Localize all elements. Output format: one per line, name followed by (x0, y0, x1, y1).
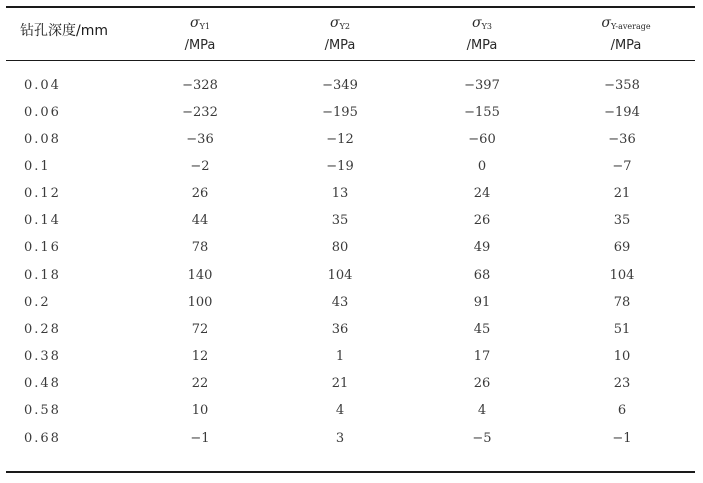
sigma-y3-cell: 49 (473, 240, 491, 255)
sigma-y3-cell: 68 (473, 268, 491, 283)
depth-cell: 0.18 (24, 268, 61, 283)
sigma-y-average-cell: −194 (604, 105, 640, 120)
header-sigma-y2-symbol: σ (330, 15, 340, 31)
sigma-y-average-cell: 6 (617, 403, 627, 418)
sigma-y1-cell: 140 (187, 268, 213, 283)
sigma-y1-cell: 26 (191, 186, 209, 201)
table-row (6, 343, 695, 370)
depth-cell: 0.14 (24, 213, 61, 228)
header-sigma-y1-symbol: σ (190, 15, 200, 31)
sigma-y-average-cell: 51 (613, 322, 631, 337)
sigma-y3-cell: 45 (473, 322, 491, 337)
sigma-y1-cell: −1 (190, 431, 210, 446)
header-sigma-y-average-symbol: σ (601, 15, 611, 31)
table-row (6, 153, 695, 180)
sigma-y2-cell: 3 (335, 431, 345, 446)
sigma-y-average-cell: 69 (613, 240, 631, 255)
sigma-y3-cell: −397 (464, 78, 500, 93)
sigma-y2-cell: −195 (322, 105, 358, 120)
sigma-y1-cell: 12 (191, 349, 209, 364)
sigma-y1-cell: −36 (186, 132, 214, 147)
table-bottom-rule (6, 471, 695, 473)
header-depth: 钻孔深度/mm (20, 23, 108, 39)
table-row (6, 262, 695, 289)
header-sigma-y2-subscript: Y2 (339, 22, 350, 31)
table-row (6, 397, 695, 424)
header-sigma-y-average-subscript: Y-average (610, 22, 651, 31)
sigma-y2-cell: −349 (322, 78, 358, 93)
sigma-y3-cell: 0 (477, 159, 487, 174)
sigma-y2-cell: 4 (335, 403, 345, 418)
sigma-y2-cell: 21 (331, 376, 349, 391)
table-row (6, 207, 695, 234)
header-sigma-y3 (432, 14, 532, 54)
sigma-y3-cell: 26 (473, 376, 491, 391)
sigma-y3-cell: 91 (473, 295, 491, 310)
sigma-y-average-cell: 35 (613, 213, 631, 228)
table-row (6, 126, 695, 153)
sigma-y1-cell: −232 (182, 105, 218, 120)
sigma-y2-cell: 13 (331, 186, 349, 201)
sigma-y1-cell: 10 (191, 403, 209, 418)
sigma-y1-cell: 78 (191, 240, 209, 255)
depth-cell: 0.12 (24, 186, 61, 201)
sigma-y-average-cell: 21 (613, 186, 631, 201)
header-sigma-y-average (566, 14, 686, 54)
sigma-y2-cell: 80 (331, 240, 349, 255)
table-row (6, 316, 695, 343)
table-row (6, 72, 695, 99)
sigma-y2-cell: −12 (326, 132, 354, 147)
depth-cell: 0.68 (24, 431, 61, 446)
sigma-y-average-cell: −7 (612, 159, 632, 174)
sigma-y2-cell: −19 (326, 159, 354, 174)
table-row (6, 99, 695, 126)
sigma-y1-cell: −328 (182, 78, 218, 93)
header-sigma-y1-unit: /MPa (184, 38, 216, 53)
sigma-y3-cell: −5 (472, 431, 492, 446)
sigma-y-average-cell: 104 (609, 268, 635, 283)
sigma-y-average-cell: 78 (613, 295, 631, 310)
table-row (6, 425, 695, 452)
sigma-y1-cell: 44 (191, 213, 209, 228)
depth-cell: 0.2 (24, 295, 51, 310)
header-sigma-y3-subscript: Y3 (481, 22, 492, 31)
table-header-rule (6, 60, 695, 61)
sigma-y3-cell: 26 (473, 213, 491, 228)
header-sigma-y3-unit: /MPa (466, 38, 498, 53)
sigma-y1-cell: 22 (191, 376, 209, 391)
depth-cell: 0.58 (24, 403, 61, 418)
sigma-y3-cell: 4 (477, 403, 487, 418)
sigma-y3-cell: −60 (468, 132, 496, 147)
header-sigma-y1-subscript: Y1 (199, 22, 210, 31)
depth-cell: 0.08 (24, 132, 61, 147)
header-sigma-y-average-unit: /MPa (610, 38, 642, 53)
header-sigma-y3-symbol: σ (472, 15, 482, 31)
depth-cell: 0.28 (24, 322, 61, 337)
sigma-y-average-cell: −358 (604, 78, 640, 93)
header-sigma-y2 (290, 14, 390, 54)
depth-cell: 0.06 (24, 105, 61, 120)
header-sigma-y2-unit: /MPa (324, 38, 356, 53)
header-sigma-y1 (150, 14, 250, 54)
table-row (6, 289, 695, 316)
sigma-y-average-cell: −1 (612, 431, 632, 446)
sigma-y2-cell: 104 (327, 268, 353, 283)
sigma-y3-cell: −155 (464, 105, 500, 120)
sigma-y-average-cell: 10 (613, 349, 631, 364)
sigma-y3-cell: 17 (473, 349, 491, 364)
sigma-y1-cell: 72 (191, 322, 209, 337)
sigma-y2-cell: 36 (331, 322, 349, 337)
depth-cell: 0.04 (24, 78, 61, 93)
table-row (6, 234, 695, 261)
depth-cell: 0.48 (24, 376, 61, 391)
depth-cell: 0.38 (24, 349, 61, 364)
depth-cell: 0.1 (24, 159, 51, 174)
sigma-y1-cell: 100 (187, 295, 213, 310)
sigma-y-average-cell: −36 (608, 132, 636, 147)
sigma-y3-cell: 24 (473, 186, 491, 201)
table-row (6, 180, 695, 207)
sigma-y1-cell: −2 (190, 159, 210, 174)
sigma-y2-cell: 35 (331, 213, 349, 228)
table-row (6, 370, 695, 397)
sigma-y2-cell: 1 (335, 349, 345, 364)
sigma-y-average-cell: 23 (613, 376, 631, 391)
depth-cell: 0.16 (24, 240, 61, 255)
table-top-rule (6, 6, 695, 8)
sigma-y2-cell: 43 (331, 295, 349, 310)
